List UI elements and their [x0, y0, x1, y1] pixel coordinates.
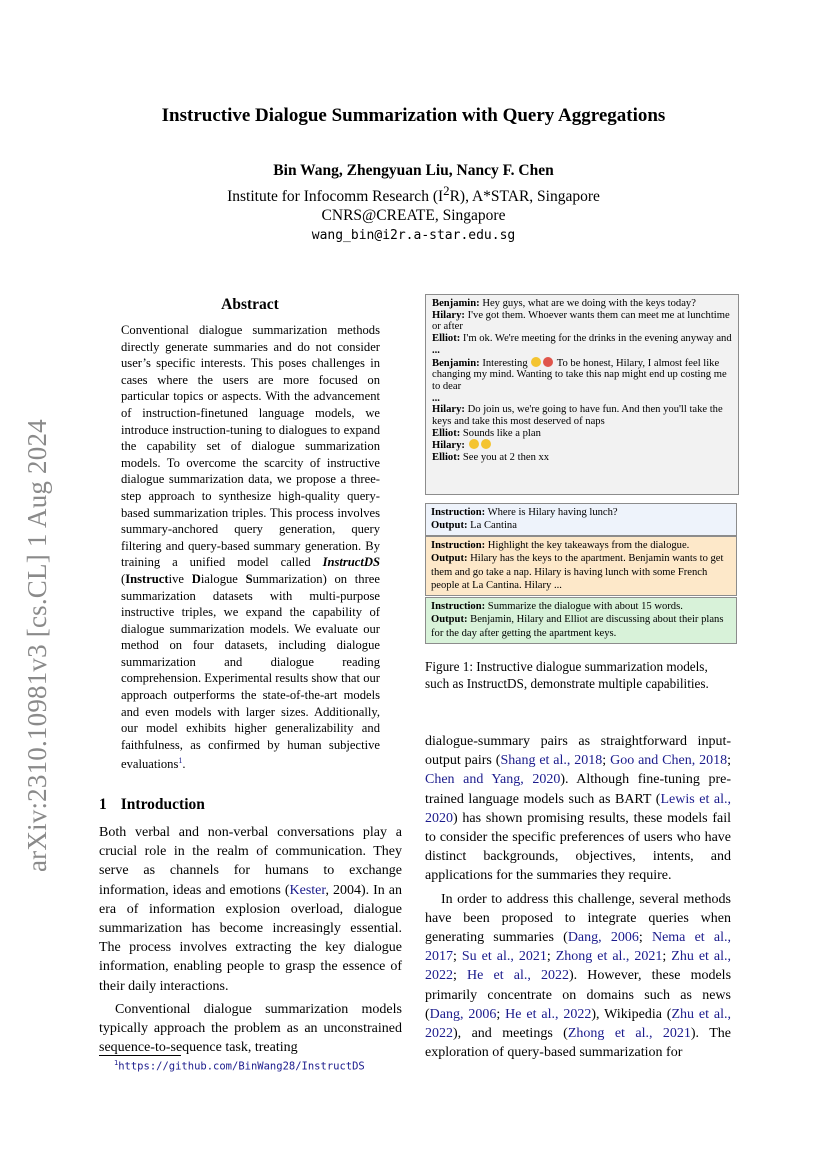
dialogue-line: Hilary: [432, 439, 732, 452]
citation-link[interactable]: Lewis et al., 2020 [425, 791, 731, 826]
citation-link[interactable]: Nema et al., 2017 [425, 930, 731, 965]
citation-link[interactable]: Zhu et al., 2022 [425, 1006, 732, 1042]
citation-link[interactable]: Kester [289, 882, 326, 898]
citation-link[interactable]: Zhong et al., 2021 [555, 949, 663, 965]
dialogue-line: Benjamin: Hey guys, what are we doing with the keys today? [432, 298, 696, 309]
citation-link[interactable]: Chen and Yang, 2020 [425, 772, 561, 788]
citation-link[interactable]: Dang, 2006 [429, 1006, 497, 1022]
citation-link[interactable]: Dang, 2006 [567, 930, 639, 946]
dialogue-line: Hilary: Do join us, we're going to have fun. And then you'll take the keys and take this most deserved of naps [432, 404, 723, 428]
dialogue-line: Elliot: I'm ok. We're meeting for the drinks in the evening anyway and [432, 333, 732, 345]
citation-link[interactable]: Shang et al., 2018 [500, 753, 603, 769]
citation-link[interactable]: He et al., 2022 [467, 968, 569, 984]
intro-paragraph-1: Both verbal and non-verbal conversations play a crucial role in the realm of communication. They serve as channels for humans to exchange information, ideas and emotions (Kester, 2004). In an era of information explosion overload, dialogue summarization has become increasingly essential. The process involves extracting the key dialogue information, enabling people to grasp the essence of their daily interactions. [99, 825, 402, 994]
sunglasses-emoji-icon [481, 439, 491, 449]
smiling-emoji-icon [469, 439, 479, 449]
intro-paragraph-2: Conventional dialogue summarization models typically approach the problem as an unconstrained sequence-to-sequence task, treating [99, 1001, 402, 1056]
author-block [0, 161, 827, 245]
intro-paragraph-3: dialogue-summary pairs as straightforward input-output pairs (Shang et al., 2018; Goo and Chen, 2018; Chen and Yang, 2020). Although fine-tuning pre-trained language models such as BART (Lewis et al., 2020) has shown promising results, these models fail to consider the specific preferences of users who have distinct backgrounds, objectives, intents, and applications for the summaries they require. [425, 734, 732, 884]
screaming-emoji-icon [543, 357, 553, 367]
paper-title: Instructive Dialogue Summarization with Query Aggregations [161, 105, 666, 126]
citation-link[interactable]: Zhu et al., 2022 [425, 949, 732, 984]
dialogue-line: Benjamin: Interesting To be honest, Hilary, I almost feel like changing my mind. Wanting to take this nap might end up costing me to dear [432, 357, 727, 392]
footnote[interactable]: $^1$https://github.com/BinWang28/InstructDS [114, 1059, 365, 1073]
citation-link[interactable]: Zhong et al., 2021 [567, 1026, 691, 1042]
affiliation-2: CNRS@CREATE, Singapore [321, 207, 506, 225]
dialogue-ellipsis: ... [432, 392, 440, 404]
author-names: Bin Wang, Zhengyuan Liu, Nancy F. Chen [273, 162, 554, 179]
figure-instruction-box-1: Instruction: Where is Hilary having lunch? Output: La Cantina [425, 503, 737, 536]
figure-instruction-box-2: Instruction: Highlight the key takeaways from the dialogue. Output: Hilary has the keys to the apartment. Benjamin wants to get them and go take a nap. Hilary is having lunch with some French people at La Cantina. Hilary ... [425, 536, 737, 596]
figure-dialogue-box [425, 294, 739, 495]
dialogue-line: Hilary: I've got them. Whoever wants them can meet me at lunchtime or after [432, 309, 730, 333]
figure-caption: Figure 1: Instructive dialogue summarization models, such as InstructDS, demonstrate multiple capabilities. [425, 659, 709, 691]
citation-link[interactable]: He et al., 2022 [505, 1006, 592, 1022]
intro-paragraph-4: In order to address this challenge, several methods have been proposed to integrate queries when generating summaries (Dang, 2006; Nema et al., 2017; Su et al., 2021; Zhong et al., 2021; Zhu et al., 2022; He et al., 2022). However, these models primarily concentrate on domains such as news (Dang, 2006; He et al., 2022), Wikipedia (Zhu et al., 2022), and meetings (Zhong et al., 2021). The exploration of query-based summarization for [425, 891, 732, 1061]
intro-left-column [99, 823, 402, 1057]
footnote-mark[interactable]: 1 [178, 756, 183, 766]
figure-instruction-box-3: Instruction: Summarize the dialogue with about 15 words. Output: Benjamin, Hilary and Elliot are discussing about their plans for the day after getting the apartment keys. [425, 597, 737, 644]
affiliation: Institute for Infocomm Research $(I^2R)$, A*STAR, Singapore [227, 182, 600, 205]
citation-link[interactable]: Su et al., 2021 [461, 949, 547, 965]
section-heading-introduction: 1 Introduction [99, 796, 205, 813]
arxiv-identifier[interactable]: arXiv:2310.10981v3 [cs.CL] 1 Aug 2024 [22, 419, 52, 872]
dialogue-ellipsis: ... [432, 344, 440, 356]
intro-right-column [425, 732, 731, 1062]
author-email[interactable]: wang_bin@i2r.a-star.edu.sg [311, 227, 516, 243]
citation-link[interactable]: Goo and Chen, 2018 [610, 753, 728, 769]
abstract-heading: Abstract [221, 296, 279, 313]
footnote-rule [99, 1055, 181, 1056]
abstract-text: Conventional dialogue summarization methods directly generate summaries and do not consider user’s specific interests. This poses challenges in cases where the users are more focused on particular topics or aspects. With the advancement of instruction-finetuned language models, we introduce instruction-tuning to dialogues to expand the capability set of dialogue summarization models. To overcome the scarcity of instructive dialogue summarization data, we propose a three-step approach to synthesize high-quality query-based summarization triples. This process involves summary-anchored query generation, query filtering and query-based summary generation. By training a unified model called InstructDS (Instructive Dialogue Summarization) on three summarization datasets with multi-purpose instructive triples, we expand the capability of dialogue summarization models. We evaluate our method on four datasets, including dialogue summarization and dialogue reading comprehension. Experimental results show that our approach outperforms the state-of-the-art models and even models with larger sizes. Additionally, our model exhibits higher generalizability and faithfulness, as confirmed by human subjective evaluations$^1$. [121, 323, 380, 772]
dialogue-line: Elliot: Sounds like a plan [432, 427, 541, 439]
grimacing-emoji-icon [531, 357, 541, 367]
dialogue-line: Elliot: See you at 2 then xx [432, 452, 550, 464]
